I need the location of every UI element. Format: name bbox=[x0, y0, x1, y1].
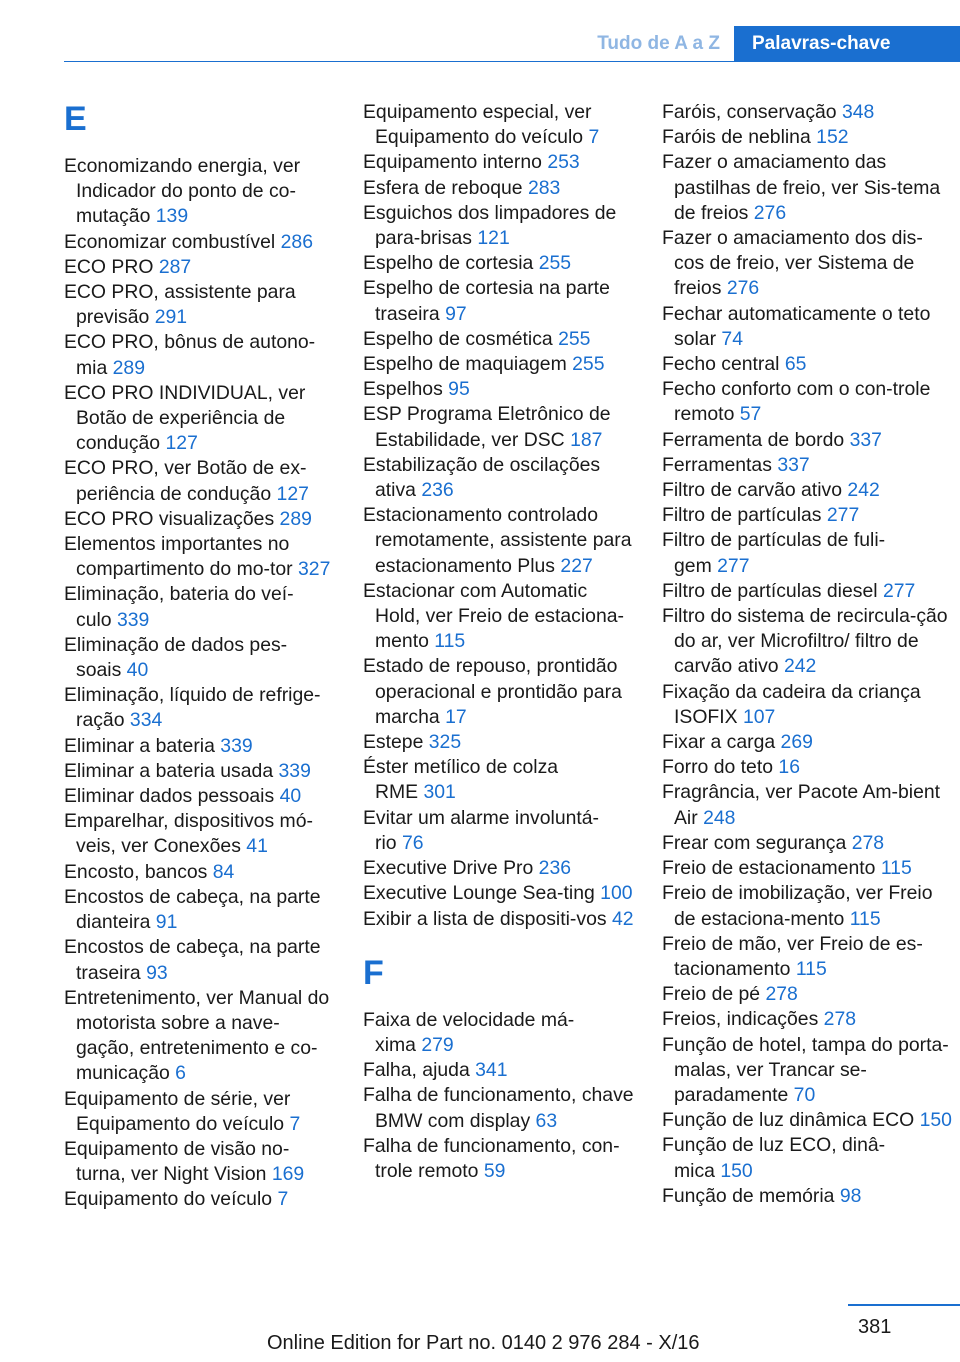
page-link[interactable]: 84 bbox=[212, 860, 235, 883]
entry-text: Filtro de partículas de fuli‐gem bbox=[662, 529, 886, 577]
page-link[interactable]: 248 bbox=[703, 806, 736, 829]
tab-keywords[interactable]: Palavras-chave bbox=[734, 26, 960, 62]
index-entry bbox=[64, 154, 336, 230]
entry-text: Filtro de partículas diesel bbox=[662, 579, 878, 602]
index-entry bbox=[363, 730, 635, 755]
index-entry bbox=[662, 377, 952, 427]
entry-text: Fecho central bbox=[662, 353, 780, 376]
entry-text: Função de hotel, tampa do porta-malas, ver Trancar se‐paradamente bbox=[662, 1033, 949, 1106]
entry-text: Emparelhar, dispositivos mó‐veis, ver Conexões bbox=[64, 810, 313, 858]
page-link[interactable]: 121 bbox=[477, 227, 510, 250]
index-entry bbox=[363, 881, 635, 906]
entry-text: Eliminação, bateria do veí‐culo bbox=[64, 583, 294, 631]
page-link[interactable]: 115 bbox=[880, 857, 912, 880]
entry-text: Éster metílico de colza RME bbox=[363, 756, 559, 804]
index-entry bbox=[64, 582, 336, 632]
index-entry bbox=[662, 730, 952, 755]
page-link[interactable]: 127 bbox=[276, 482, 309, 505]
index-entry bbox=[662, 226, 952, 302]
index-entry bbox=[662, 528, 952, 578]
entry-text: Estado de repouso, prontidão operacional e prontidão para marcha bbox=[363, 655, 622, 728]
index-entry bbox=[64, 532, 336, 582]
entry-text: Estabilização de oscilações ativa bbox=[363, 453, 601, 502]
index-entry bbox=[363, 251, 635, 276]
page-link[interactable]: 7 bbox=[289, 1112, 301, 1135]
entry-text: Eliminação de dados pes‐soais bbox=[64, 633, 288, 682]
index-column-3 bbox=[662, 100, 952, 1209]
index-entry bbox=[64, 330, 336, 380]
page-link[interactable]: 150 bbox=[720, 1159, 753, 1182]
index-entry bbox=[662, 1007, 952, 1032]
entry-text: Ferramentas bbox=[662, 453, 772, 476]
index-entry bbox=[363, 201, 635, 251]
entry-text: Fecho conforto com o con‐trole remoto bbox=[662, 378, 931, 426]
index-entry bbox=[363, 402, 635, 452]
index-entry bbox=[363, 176, 635, 201]
page-link[interactable]: 286 bbox=[280, 230, 313, 253]
index-entry bbox=[64, 280, 336, 330]
index-entry bbox=[662, 453, 952, 478]
entry-text: Equipamento de visão no‐turna, ver Night Vision bbox=[64, 1137, 290, 1186]
index-entry bbox=[662, 503, 952, 528]
index-entry bbox=[363, 654, 635, 730]
index-entry bbox=[662, 125, 952, 150]
entry-text: ECO PRO bbox=[64, 255, 154, 278]
index-entry bbox=[363, 1083, 635, 1133]
page-link[interactable]: 291 bbox=[154, 306, 188, 329]
entry-text: Equipamento interno bbox=[363, 151, 542, 174]
index-entry bbox=[662, 755, 952, 780]
page-link[interactable]: 97 bbox=[445, 302, 467, 325]
index-entry bbox=[662, 302, 952, 352]
index-entry bbox=[363, 100, 635, 150]
entry-text: Filtro de partículas bbox=[662, 504, 822, 527]
page-link[interactable]: 278 bbox=[851, 831, 885, 854]
page-link[interactable]: 287 bbox=[158, 255, 192, 278]
index-entry bbox=[64, 986, 336, 1087]
page-link[interactable]: 255 bbox=[572, 353, 605, 376]
entry-text: Equipamento especial, ver Equipamento do veículo bbox=[363, 101, 592, 149]
page-link[interactable]: 278 bbox=[765, 983, 798, 1006]
page-link[interactable]: 348 bbox=[841, 101, 875, 123]
index-entry bbox=[363, 856, 635, 881]
page-link[interactable]: 242 bbox=[847, 479, 880, 502]
page-link[interactable]: 289 bbox=[112, 356, 145, 379]
entry-text: Encostos de cabeça, na parte dianteira bbox=[64, 885, 321, 934]
index-entry bbox=[64, 230, 336, 255]
entry-text: Freio de estacionamento bbox=[662, 857, 876, 880]
index-entry bbox=[64, 633, 336, 683]
index-entry bbox=[662, 680, 952, 730]
entry-text: Freio de pé bbox=[662, 983, 761, 1006]
entry-text: Faixa de velocidade má‐xima bbox=[363, 1008, 575, 1056]
index-entry bbox=[363, 907, 635, 932]
page-link[interactable]: 283 bbox=[527, 176, 561, 199]
index-entry bbox=[64, 1137, 336, 1187]
page-link[interactable]: 169 bbox=[271, 1163, 305, 1186]
entry-text: Executive Lounge Sea‐ting bbox=[363, 882, 595, 905]
entry-text: Equipamento de série, ver Equipamento do veículo bbox=[64, 1087, 291, 1135]
page-link[interactable]: 150 bbox=[919, 1109, 952, 1132]
index-column-2 bbox=[363, 100, 635, 1184]
index-entry bbox=[363, 503, 635, 579]
page-link[interactable]: 325 bbox=[428, 731, 462, 754]
index-entry bbox=[64, 1087, 336, 1137]
index-entry bbox=[64, 456, 336, 506]
entry-text: Fragrância, ver Pacote Am‐bient Air bbox=[662, 781, 941, 829]
entry-text: ECO PRO INDIVIDUAL, ver Botão de experiência de condução bbox=[64, 381, 306, 455]
page-link[interactable]: 341 bbox=[475, 1059, 508, 1082]
page-link[interactable]: 17 bbox=[445, 705, 467, 728]
entry-text: Fazer o amaciamento dos dis‐cos de freio, ver Sistema de freios bbox=[662, 227, 923, 300]
entry-text: ECO PRO, ver Botão de ex‐periência de condução bbox=[64, 457, 307, 505]
index-entry bbox=[363, 453, 635, 503]
page-link[interactable]: 289 bbox=[279, 507, 312, 530]
index-entry bbox=[662, 1184, 952, 1209]
index-entry bbox=[662, 428, 952, 453]
page-link[interactable]: 269 bbox=[780, 731, 813, 754]
entry-text: Esguichos dos limpadores de para-brisas bbox=[363, 201, 617, 250]
page-link[interactable]: 277 bbox=[717, 554, 750, 577]
page-link[interactable]: 277 bbox=[826, 504, 860, 527]
page-link[interactable]: 76 bbox=[401, 831, 424, 854]
page-link[interactable]: 59 bbox=[483, 1159, 506, 1182]
entry-text: Entretenimento, ver Manual do motorista sobre a nave‐gação, entretenimento e co‐municação bbox=[64, 986, 330, 1085]
index-entry bbox=[662, 1033, 952, 1109]
page-link[interactable]: 279 bbox=[421, 1033, 454, 1056]
page-link[interactable]: 276 bbox=[726, 277, 760, 300]
entry-text: Filtro do sistema de recircula‐ção do ar, ver Microfiltro/ filtro de carvão ativo bbox=[662, 605, 948, 678]
entry-text: Fixação da cadeira da criança ISOFIX bbox=[662, 680, 921, 728]
entry-text: Exibir a lista de dispositi‐vos bbox=[363, 907, 607, 930]
entry-text: Freio de imobilização, ver Freio de estaciona‐mento bbox=[662, 882, 933, 930]
page-link[interactable]: 107 bbox=[742, 705, 776, 728]
index-entry bbox=[363, 1008, 635, 1058]
page-link[interactable]: 276 bbox=[753, 201, 787, 224]
page-link[interactable]: 227 bbox=[560, 554, 593, 577]
page-link[interactable]: 277 bbox=[882, 579, 916, 602]
entry-text: ECO PRO, assistente para previsão bbox=[64, 281, 296, 329]
page-number: 381 bbox=[858, 1316, 892, 1338]
index-entry bbox=[363, 806, 635, 856]
page-link[interactable]: 337 bbox=[777, 453, 810, 476]
index-entry bbox=[662, 604, 952, 680]
page-link[interactable]: 339 bbox=[278, 759, 311, 782]
page-link[interactable]: 70 bbox=[793, 1083, 816, 1106]
page-link[interactable]: 7 bbox=[277, 1188, 289, 1211]
page-link[interactable]: 7 bbox=[588, 126, 600, 149]
entry-text: Função de luz dinâmica ECO bbox=[662, 1109, 915, 1132]
index-entry bbox=[64, 784, 336, 809]
page-link[interactable]: 152 bbox=[816, 126, 849, 149]
page-link[interactable]: 139 bbox=[155, 205, 189, 228]
index-column-1 bbox=[64, 100, 336, 1213]
index-entry bbox=[363, 352, 635, 377]
page-link[interactable]: 93 bbox=[146, 961, 168, 984]
index-entry bbox=[363, 276, 635, 326]
page-link[interactable]: 334 bbox=[129, 709, 163, 732]
page-link[interactable]: 337 bbox=[849, 428, 882, 451]
entry-text: Função de luz ECO, dinâ‐mica bbox=[662, 1134, 886, 1182]
entry-text: Encosto, bancos bbox=[64, 860, 208, 883]
entry-text: Esfera de reboque bbox=[363, 176, 523, 199]
entry-text: Espelho de maquiagem bbox=[363, 353, 567, 376]
index-entry bbox=[363, 755, 635, 805]
page-link[interactable]: 115 bbox=[434, 630, 466, 653]
entry-text: Espelhos bbox=[363, 378, 443, 401]
page-header bbox=[0, 26, 960, 62]
page-link[interactable]: 236 bbox=[421, 479, 454, 502]
entry-text: Função de memória bbox=[662, 1184, 835, 1207]
index-entry bbox=[662, 478, 952, 503]
index-entry bbox=[662, 100, 952, 125]
entry-text: Evitar um alarme involuntá‐rio bbox=[363, 806, 600, 854]
entry-text: Freios, indicações bbox=[662, 1008, 819, 1031]
entry-text: Espelho de cosmética bbox=[363, 327, 553, 350]
page-link[interactable]: 115 bbox=[795, 957, 827, 980]
entry-text: Encostos de cabeça, na parte traseira bbox=[64, 936, 321, 984]
page-link[interactable]: 327 bbox=[298, 558, 331, 581]
index-entry bbox=[363, 1134, 635, 1184]
page-link[interactable]: 100 bbox=[600, 882, 633, 905]
page-link[interactable]: 339 bbox=[220, 734, 253, 757]
index-entry bbox=[363, 579, 635, 655]
page-link[interactable]: 74 bbox=[721, 327, 743, 350]
entry-text: Faróis, conservação bbox=[662, 101, 837, 123]
index-entry bbox=[64, 381, 336, 457]
entry-text: Eliminar a bateria bbox=[64, 734, 215, 757]
index-entry bbox=[662, 881, 952, 931]
page-link[interactable]: 42 bbox=[611, 907, 634, 930]
page-link[interactable]: 127 bbox=[165, 432, 198, 455]
index-entry bbox=[662, 780, 952, 830]
entry-text: Espelho de cortesia bbox=[363, 252, 534, 275]
entry-text: Espelho de cortesia na parte traseira bbox=[363, 277, 610, 325]
index-entry bbox=[64, 885, 336, 935]
index-entry bbox=[64, 860, 336, 885]
index-entry bbox=[363, 150, 635, 175]
page-link[interactable]: 16 bbox=[778, 756, 800, 779]
entry-text: Falha de funcionamento, chave BMW com display bbox=[363, 1084, 634, 1132]
entry-text: Freio de mão, ver Freio de es‐tacionamento bbox=[662, 932, 923, 980]
entry-text: Eliminar a bateria usada bbox=[64, 759, 274, 782]
entry-text: Faróis de neblina bbox=[662, 126, 811, 149]
page-link[interactable]: 301 bbox=[423, 781, 456, 804]
entry-text: Equipamento do veículo bbox=[64, 1188, 273, 1211]
index-entry bbox=[662, 150, 952, 226]
index-entry bbox=[64, 809, 336, 859]
page-link[interactable]: 115 bbox=[849, 907, 881, 930]
entry-text: Estacionar com Automatic Hold, ver Freio de estaciona‐mento bbox=[363, 579, 624, 653]
entry-text: Ferramenta de bordo bbox=[662, 428, 845, 451]
index-entry bbox=[662, 982, 952, 1007]
page-link[interactable]: 91 bbox=[155, 911, 178, 934]
index-entry bbox=[64, 1187, 336, 1212]
entry-text: Economizar combustível bbox=[64, 230, 276, 253]
page-link[interactable]: 63 bbox=[535, 1109, 558, 1132]
section-letter: F bbox=[363, 953, 384, 992]
index-entry bbox=[363, 327, 635, 352]
page-link[interactable]: 41 bbox=[246, 835, 268, 858]
page-link[interactable]: 242 bbox=[783, 655, 817, 678]
entry-text: Falha, ajuda bbox=[363, 1059, 470, 1082]
entry-text: Fechar automaticamente o teto solar bbox=[662, 302, 931, 350]
page-link[interactable]: 236 bbox=[538, 857, 572, 880]
entry-text: Economizando energia, ver Indicador do ponto de co‐mutação bbox=[64, 155, 301, 228]
page-link[interactable]: 278 bbox=[823, 1008, 857, 1031]
entry-text: Elementos importantes no compartimento do mo‐tor bbox=[64, 533, 293, 581]
entry-text: Eliminar dados pessoais bbox=[64, 785, 275, 808]
index-entry bbox=[662, 856, 952, 881]
footer-divider bbox=[848, 1304, 960, 1306]
entry-text: Executive Drive Pro bbox=[363, 857, 534, 880]
page-link[interactable]: 40 bbox=[279, 785, 302, 808]
index-entry bbox=[64, 734, 336, 759]
index-entry bbox=[662, 831, 952, 856]
entry-text: Forro do teto bbox=[662, 756, 774, 779]
tab-section[interactable]: Tudo de A a Z bbox=[597, 33, 720, 54]
page-link[interactable]: 255 bbox=[538, 252, 572, 275]
page-link[interactable]: 339 bbox=[116, 608, 150, 631]
page-link[interactable]: 95 bbox=[448, 378, 470, 401]
entry-text: Eliminação, líquido de refrige‐ração bbox=[64, 684, 321, 732]
page-link[interactable]: 65 bbox=[784, 353, 807, 376]
header-divider bbox=[64, 61, 960, 62]
entry-text: Fazer o amaciamento das pastilhas de freio, ver Sis‐tema de freios bbox=[662, 151, 941, 224]
page-link[interactable]: 40 bbox=[126, 659, 149, 682]
entry-text: Falha de funcionamento, con‐trole remoto bbox=[363, 1134, 620, 1182]
page-link[interactable]: 57 bbox=[739, 403, 762, 426]
index-entry bbox=[64, 255, 336, 280]
index-entry bbox=[363, 377, 635, 402]
index-entry bbox=[662, 1133, 952, 1183]
index-entry bbox=[662, 932, 952, 982]
entry-text: Frear com segurança bbox=[662, 831, 847, 854]
entry-text: Filtro de carvão ativo bbox=[662, 479, 842, 502]
index-entry bbox=[64, 507, 336, 532]
page-link[interactable]: 98 bbox=[839, 1184, 862, 1207]
index-entry bbox=[363, 1058, 635, 1083]
page-link[interactable]: 255 bbox=[558, 327, 591, 350]
index-entry bbox=[64, 683, 336, 733]
entry-text: Estepe bbox=[363, 731, 424, 754]
entry-text: ECO PRO visualizações bbox=[64, 507, 275, 530]
entry-text: ESP Programa Eletrônico de Estabilidade, ver DSC bbox=[363, 403, 611, 451]
entry-text: Estacionamento controlado remotamente, assistente para estacionamento Plus bbox=[363, 504, 632, 577]
index-entry bbox=[662, 579, 952, 604]
index-entry bbox=[64, 759, 336, 784]
index-entry bbox=[662, 352, 952, 377]
page-link[interactable]: 187 bbox=[570, 428, 603, 451]
index-entry bbox=[64, 935, 336, 985]
page-link[interactable]: 6 bbox=[175, 1062, 186, 1085]
edition-note: Online Edition for Part no. 0140 2 976 284 - X/16 bbox=[267, 1332, 700, 1354]
entry-text: ECO PRO, bônus de autono‐mia bbox=[64, 331, 316, 379]
section-letter: E bbox=[64, 100, 87, 138]
index-entry bbox=[662, 1108, 952, 1133]
entry-text: Fixar a carga bbox=[662, 731, 776, 754]
page-link[interactable]: 253 bbox=[547, 151, 580, 174]
